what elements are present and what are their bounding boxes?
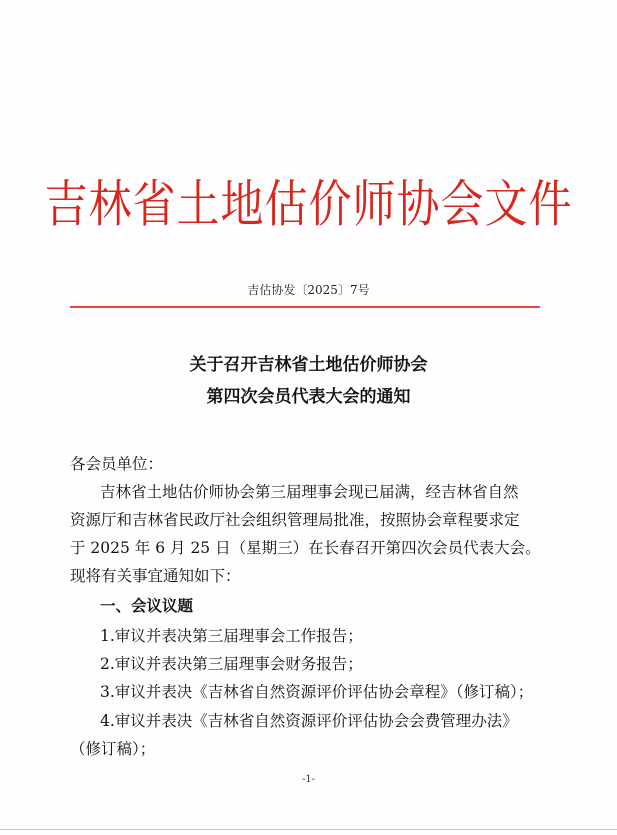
document-number: 吉估协发〔2025〕7号 [247,283,370,297]
page-number: -1- [301,774,316,785]
notice-title-line-1: 关于召开吉林省土地估价师协会 [189,355,428,375]
paragraph-1-line-4: 现将有关事宜通知如下： [70,567,241,585]
page-bottom-edge [0,829,617,830]
agenda-item-4: 4.审议并表决《吉林省自然资源评价评估协会会费管理办法》 [100,712,518,730]
paragraph-1-line-3: 于 2025 年 6 月 25 日（星期三）在长春召开第四次会员代表大会。 [70,539,541,557]
salutation: 各会员单位： [70,455,164,473]
section-1-heading: 一、会议议题 [100,596,194,615]
paragraph-1-line-1: 吉林省土地估价师协会第三届理事会现已届满，经吉林省自然 [100,483,519,501]
red-header-rule [70,306,540,308]
agenda-item-1: 1.审议并表决第三届理事会工作报告； [100,627,363,645]
notice-title-line-2: 第四次会员代表大会的通知 [206,387,411,407]
paragraph-1-line-2: 资源厅和吉林省民政厅社会组织管理局批准，按照协会章程要求定 [70,511,520,529]
org-header-title: 吉林省土地估价师协会文件 [44,175,573,235]
agenda-item-4-continuation: （修订稿）； [70,740,156,758]
agenda-item-2: 2.审议并表决第三届理事会财务报告； [100,655,363,673]
agenda-item-3: 3.审议并表决《吉林省自然资源评价评估协会章程》（修订稿）； [100,683,534,701]
